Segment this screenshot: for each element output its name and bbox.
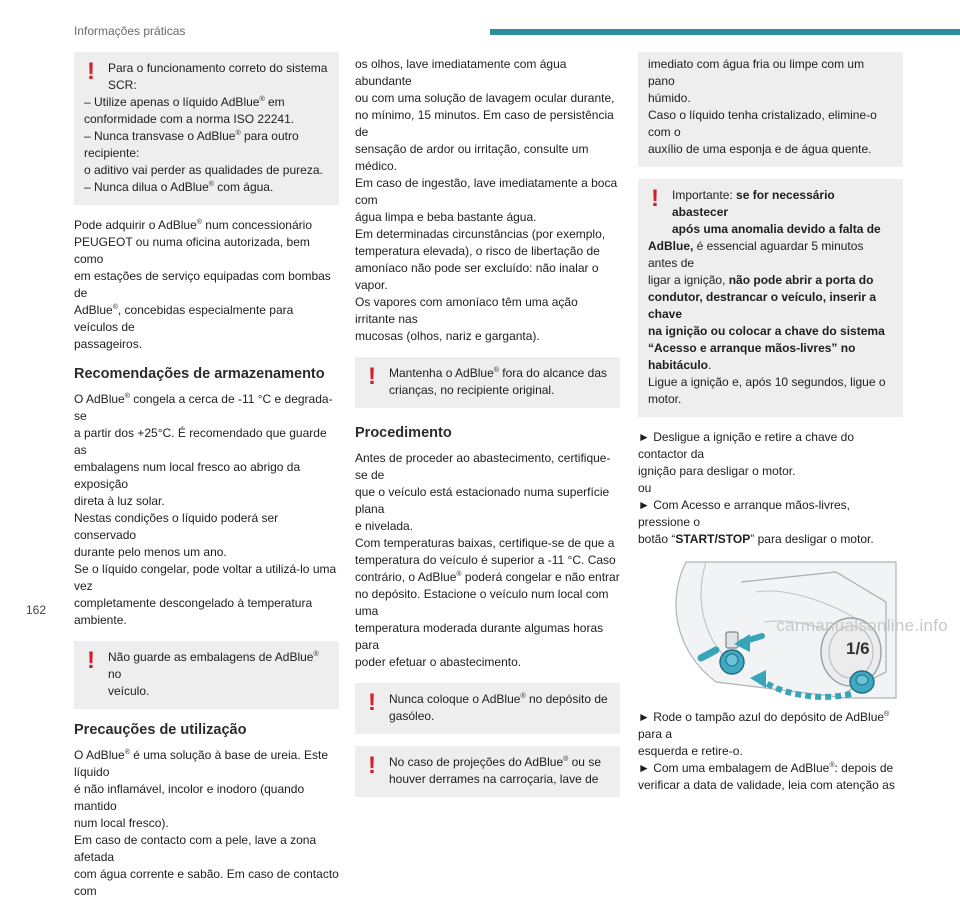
text-line: o aditivo vai perder as qualidades de pureza.: [84, 163, 323, 177]
column-middle: [355, 52, 620, 809]
paragraph: os olhos, lave imediatamente com água abundante ou com uma solução de lavagem ocular durante, no mínimo, 15 minutos. Em caso de persistência de sensação de ardor ou irritação, consulte um médico. Em caso de ingestão, lave imediatamente a boca com água limpa e beba bastante água. Em determinadas circunstâncias (por exemplo, temperatura elevada), o risco de libertação de amoníaco não pode ser excluído: não inalar o vapor. Os vapores com amoníaco têm uma ação irritante nas mucosas (olhos, nariz e garganta).: [355, 57, 618, 343]
warning-icon: !: [368, 752, 376, 779]
paragraph: O AdBlue® é uma solução à base de ureia. Este líquido é não inflamável, incolor e inodoro (quando mantido num local fresco). Em caso de contacto com a pele, lave a zona afetada com água corrente e sabão. Em caso de contacto com: [74, 748, 339, 898]
watermark: carmanualsonline.info: [776, 616, 948, 635]
heading-precautions: Precauções de utilização: [74, 722, 247, 738]
warning-box: ! Nunca coloque o AdBlue® no depósito de gasóleo.: [355, 683, 620, 734]
page-number: 162: [26, 603, 47, 617]
text-line: – Nunca transvase o AdBlue® para outro recipiente:: [84, 129, 299, 160]
warning-box: ! Mantenha o AdBlue® fora do alcance das crianças, no recipiente original.: [355, 357, 620, 408]
paragraph: Pode adquirir o AdBlue® num concessionário PEUGEOT ou numa oficina autorizada, bem como em estações de serviço equipadas com bombas de AdBlue®, concebidas especialmente para veículos de passageiros.: [74, 218, 331, 351]
instruction-steps: ► Desligue a ignição e retire a chave do contactor da ignição para desligar o motor. ou ► Com Acesso e arranque mãos-livres, pressione o botão “START/STOP” para desligar o motor.: [638, 430, 874, 546]
warning-icon: !: [87, 58, 95, 85]
text-line: – Utilize apenas o líquido AdBlue® em: [84, 95, 285, 109]
warning-icon: !: [368, 689, 376, 716]
column-left: [74, 52, 339, 912]
warning-box: ! No caso de projeções do AdBlue® ou se houver derrames na carroçaria, lave de: [355, 746, 620, 797]
column-right: [638, 52, 903, 806]
warning-icon: !: [651, 185, 659, 212]
warning-box: ! Importante: se for necessário abastecer após uma anomalia devido a falta de AdBlue, é essencial aguardar 5 minutos antes de ligar a ignição, não pode abrir a porta do condutor, destrancar o veículo, inserir a chave na ignição ou colocar a chave do sistema “Acesso e arranque mãos-livres” no habitáculo. Ligue a ignição e, após 10 segundos, ligue o motor.: [638, 179, 903, 417]
text-line: – Nunca dilua o AdBlue® com água.: [84, 180, 274, 194]
warning-box: [74, 52, 339, 205]
paragraph: O AdBlue® congela a cerca de -11 °C e degrada-se a partir dos +25°C. É recomendado que guarde as embalagens num local fresco ao abrigo da exposição direta à luz solar. Nestas condições o líquido poderá ser conservado durante pelo menos um ano. Se o líquido congelar, pode voltar a utilizá-lo uma vez completamente descongelado à temperatura ambiente.: [74, 392, 337, 627]
section-title: Informações práticas: [74, 24, 186, 38]
warning-box: ! Não guarde as embalagens de AdBlue® no veículo.: [74, 641, 339, 709]
heading-storage: Recomendações de armazenamento: [74, 366, 325, 382]
paragraph: Antes de proceder ao abastecimento, certifique-se de que o veículo está estacionado numa superfície plana e nivelada. Com temperaturas baixas, certifique-se de que a temperatura do veículo é superior a -11 °C. Caso contrário, o AdBlue® poderá congelar e não entrar no depósito. Estacione o veículo num local com uma temperatura moderada durante algumas horas para poder efetuar o abastecimento.: [355, 451, 620, 669]
warning-box-continued: imediato com água fria ou limpe com um pano húmido. Caso o líquido tenha cristalizado, elimine-o com o auxílio de uma esponja e de água quente.: [638, 52, 903, 167]
text-line: Para o funcionamento correto do sistema: [108, 61, 328, 75]
header-accent-bar: [490, 29, 960, 35]
text-line: conformidade com a norma ISO 22241.: [84, 112, 295, 126]
heading-procedure: Procedimento: [355, 425, 452, 441]
text-line: SCR:: [108, 78, 137, 92]
instruction-steps: ► Rode o tampão azul do depósito de AdBlue® para a esquerda e retire-o. ► Com uma embalagem de AdBlue®: depois de verificar a data de validade, leia com atenção as: [638, 710, 895, 792]
warning-icon: !: [87, 647, 95, 674]
warning-icon: !: [368, 363, 376, 390]
fraction-label: 1/6: [846, 639, 870, 658]
